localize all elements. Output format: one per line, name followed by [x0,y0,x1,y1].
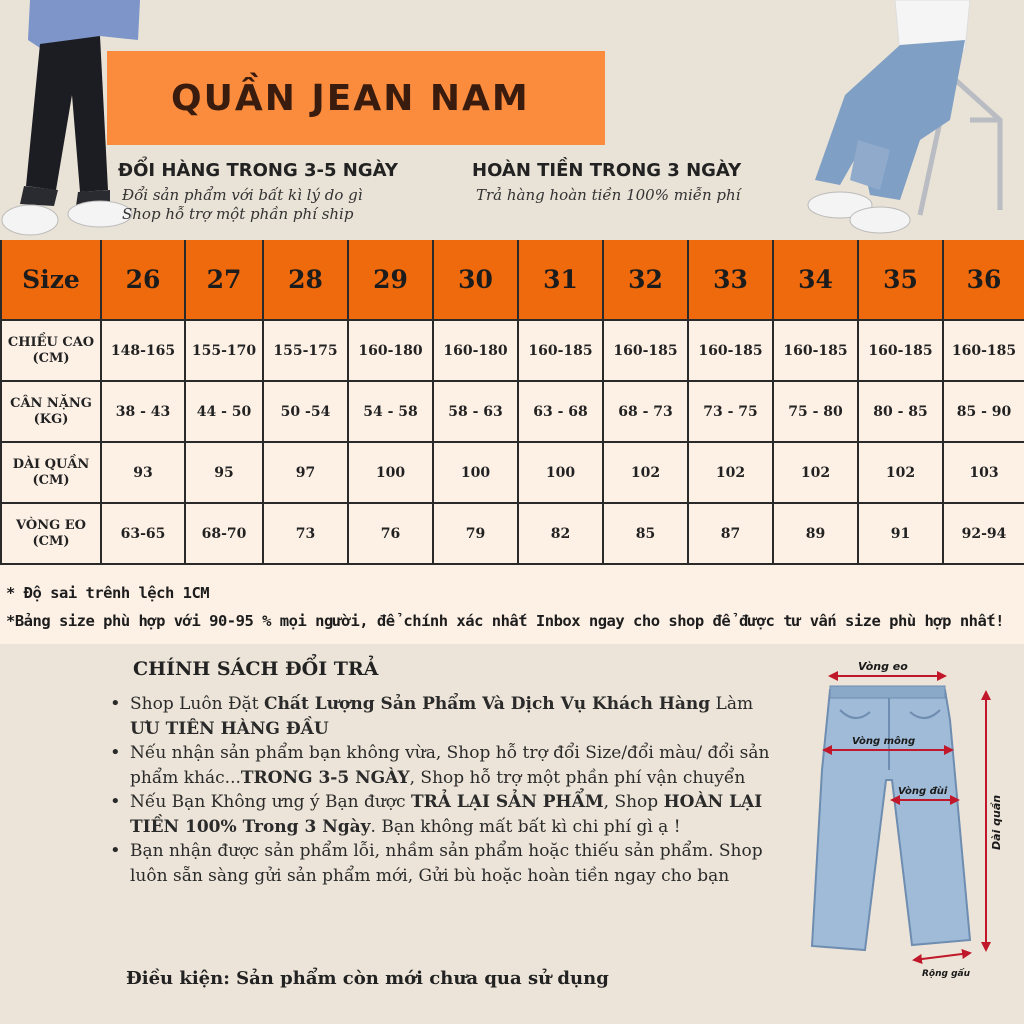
policy-bold: HOÀN LẠI TIỀN 100% Trong 3 Ngày [130,792,763,837]
row-label-height [1,320,101,381]
size-header-label: Size [1,238,101,320]
table-cell: 76 [348,503,433,564]
table-cell: 160-185 [603,320,688,381]
policy-text: . Bạn không mất bất kì chi phí gì ạ ! [370,816,681,837]
row-label-line: VÒNG EO [16,517,86,533]
table-cell: 63 - 68 [518,381,603,442]
table-cell: 148-165 [101,320,185,381]
table-cell: 155-170 [185,320,263,381]
size-cell: 32 [603,238,688,320]
size-cell: 36 [943,238,1024,320]
length-label: Dài quần [990,794,1003,850]
table-cell: 85 [603,503,688,564]
thigh-label: Vòng đùi [898,786,948,797]
table-cell: 160-180 [433,320,518,381]
policy-list [130,692,770,888]
size-cell: 28 [263,238,348,320]
table-cell: 93 [101,442,185,503]
policy-item [130,839,770,888]
table-cell: 82 [518,503,603,564]
table-cell: 73 [263,503,348,564]
table-cell: 160-185 [688,320,773,381]
table-cell: 68-70 [185,503,263,564]
row-label-unit: (KG) [33,411,69,427]
size-table [0,236,1024,566]
size-cell: 33 [688,238,773,320]
size-cell: 34 [773,238,858,320]
table-cell: 160-185 [858,320,943,381]
refund-line-1: Trả hàng hoàn tiền 100% miễn phí [476,186,741,204]
table-cell: 160-185 [773,320,858,381]
table-cell: 102 [773,442,858,503]
row-label-unit: (CM) [32,533,70,549]
header [0,0,1024,236]
table-cell: 102 [603,442,688,503]
table-cell: 80 - 85 [858,381,943,442]
row-label-line: DÀI QUẦN [12,456,90,472]
table-cell: 50 -54 [263,381,348,442]
table-cell: 102 [688,442,773,503]
row-label-weight [1,381,101,442]
size-cell: 27 [185,238,263,320]
table-cell: 75 - 80 [773,381,858,442]
table-cell: 68 - 73 [603,381,688,442]
table-cell: 91 [858,503,943,564]
policy-item [130,741,770,790]
page-title: QUẦN JEAN NAM [171,77,530,119]
jeans-icon [812,690,970,950]
table-cell: 63-65 [101,503,185,564]
size-fit-note: *Bảng size phù hợp với 90-95 % mọi người, để chính xác nhất Inbox ngay cho shop để được tư vấn size phù hợp nhất! [6,612,1004,630]
return-policy-section [0,644,1024,1024]
policy-text: Nếu Bạn Không ưng ý Bạn được [130,792,411,812]
policy-item [130,790,770,839]
table-cell: 102 [858,442,943,503]
size-cell: 30 [433,238,518,320]
table-cell: 97 [263,442,348,503]
policy-text: , Shop hỗ trợ một phần phí vận chuyển [409,767,746,788]
exchange-line-2: Shop hỗ trợ một phần phí ship [122,205,354,223]
table-cell: 73 - 75 [688,381,773,442]
policy-condition: Điều kiện: Sản phẩm còn mới chưa qua sử dụng [126,968,609,989]
policy-item [130,692,770,741]
table-cell: 160-185 [943,320,1024,381]
jeans-measurement-diagram [800,650,1010,980]
policy-text: , Shop [603,792,664,812]
table-cell: 100 [348,442,433,503]
table-cell: 92-94 [943,503,1024,564]
row-label-waist [1,503,101,564]
policy-title: CHÍNH SÁCH ĐỔI TRẢ [133,658,379,680]
row-label-unit: (CM) [32,350,70,366]
policy-text: Làm [710,694,754,714]
size-header-row [1,238,1024,320]
table-cell: 38 - 43 [101,381,185,442]
table-cell: 79 [433,503,518,564]
table-cell: 160-185 [518,320,603,381]
row-label-line: CHIỀU CAO [7,334,95,350]
table-cell: 103 [943,442,1024,503]
table-cell: 44 - 50 [185,381,263,442]
row-label-unit: (CM) [32,472,70,488]
table-cell: 100 [518,442,603,503]
tolerance-note: * Độ sai trênh lệch 1CM [6,584,210,602]
policy-text: Bạn nhận được sản phẩm lỗi, nhầm sản phẩm hoặc thiếu sản phẩm. Shop luôn sẵn sàng gửi sản phẩm mới, Gửi bù hoặc hoàn tiền ngay cho bạn [130,841,763,886]
table-cell: 87 [688,503,773,564]
policy-bold: Chất Lượng Sản Phẩm Và Dịch Vụ Khách Hàng [264,694,711,714]
row-label-length [1,442,101,503]
waist-label: Vòng eo [858,660,908,673]
size-cell: 26 [101,238,185,320]
size-cell: 35 [858,238,943,320]
table-cell: 58 - 63 [433,381,518,442]
weight-row [1,381,1024,442]
policy-bold: TRẢ LẠI SẢN PHẨM [410,792,604,812]
refund-heading: HOÀN TIỀN TRONG 3 NGÀY [472,160,742,181]
length-row [1,442,1024,503]
policy-bold: TRONG 3-5 NGÀY [240,767,410,788]
model-blue-jeans-image [800,0,1024,240]
exchange-heading: ĐỔI HÀNG TRONG 3-5 NGÀY [118,160,398,181]
policy-text: Nếu nhận sản phẩm bạn không vừa, Shop hỗ trợ đổi Size/đổi màu/ đổi sản phẩm khác... [130,743,770,788]
table-cell: 155-175 [263,320,348,381]
height-row [1,320,1024,381]
table-cell: 89 [773,503,858,564]
row-label-line: CÂN NẶNG [10,395,92,411]
size-cell: 29 [348,238,433,320]
hip-label: Vòng mông [852,736,916,747]
table-cell: 85 - 90 [943,381,1024,442]
size-cell: 31 [518,238,603,320]
policy-bold: ƯU TIÊN HÀNG ĐẦU [130,718,329,739]
title-banner [107,51,605,145]
table-cell: 160-180 [348,320,433,381]
table-cell: 54 - 58 [348,381,433,442]
notes-section [0,566,1024,644]
exchange-line-1: Đổi sản phẩm với bất kì lý do gì [122,186,363,204]
hem-label: Rộng gấu [922,969,971,979]
waist-row [1,503,1024,564]
table-cell: 95 [185,442,263,503]
table-cell: 100 [433,442,518,503]
policy-text: Shop Luôn Đặt [130,694,265,714]
